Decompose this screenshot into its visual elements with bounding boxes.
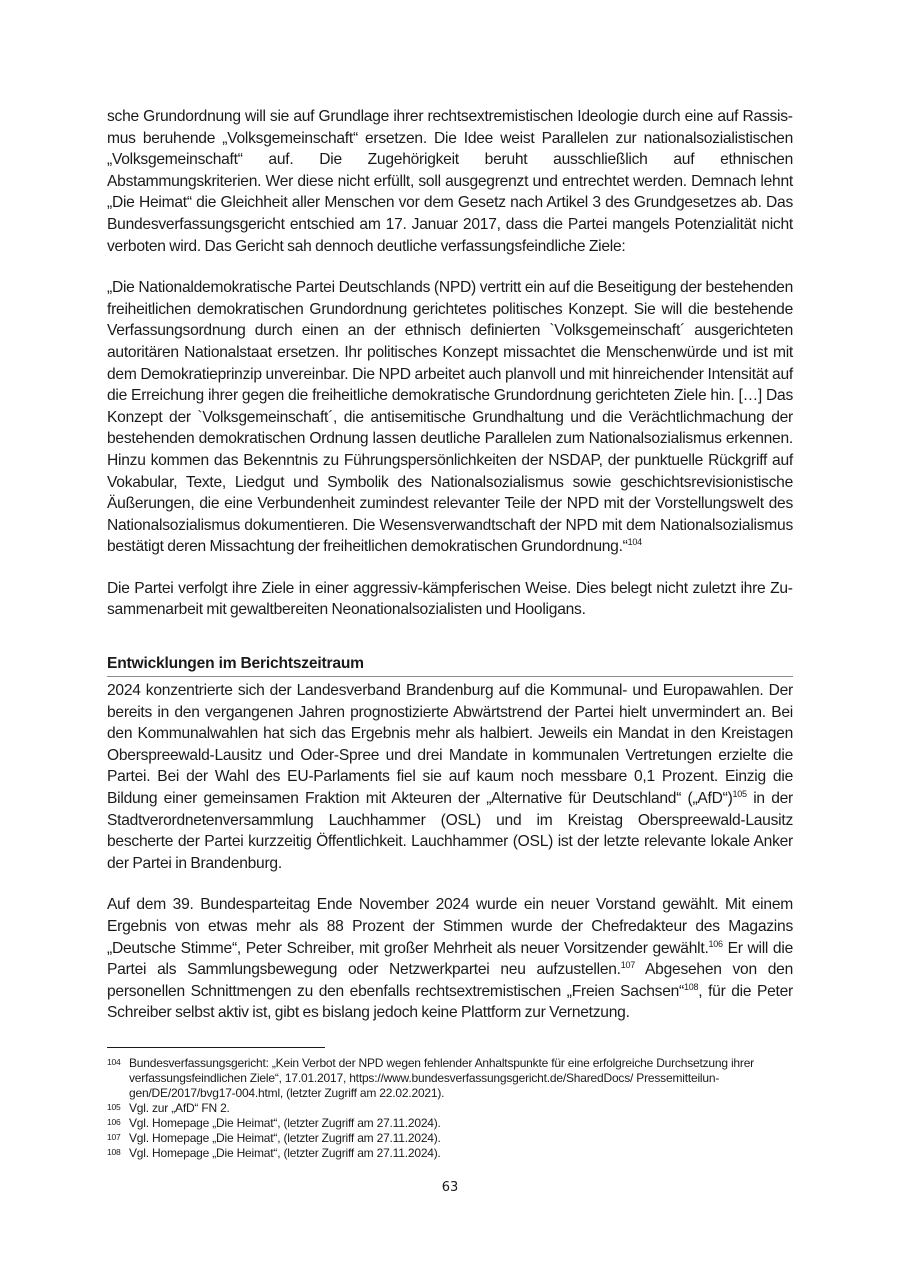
footnote-ref[interactable]: 106 [708, 938, 723, 949]
court-quote [107, 277, 793, 558]
page-number: 63 [441, 1180, 459, 1195]
footnote-text: Vgl. Homepage „Die Heimat“, (letzter Zugriff am 27.11.2024). [129, 1146, 441, 1160]
footnote-ref[interactable]: 108 [684, 981, 699, 992]
footnote-ref[interactable]: 105 [732, 789, 747, 800]
footnote-item [107, 1116, 793, 1131]
footnote-divider [107, 1047, 325, 1048]
footnotes [107, 1056, 793, 1161]
footnote-number: 105 [107, 1102, 121, 1112]
paragraph-text: Auf dem 39. Bundesparteitag Ende November 2024 wurde ein neuer Vorstand gewählt. Mit einem Ergebnis von etwas mehr als 88 Prozent der Stimmen wurde der Chefredakteur des Magazins „Deutsche Stimme“, Peter Schreiber, mit großer Mehrheit als neuer Vorsitzender gewählt. [107, 896, 793, 957]
footnote-number: 106 [107, 1117, 121, 1127]
footnote-text: Vgl. zur „AfD“ FN 2. [129, 1101, 230, 1115]
footnote-text: Bundesverfassungsgericht: „Kein Verbot der NPD wegen fehlender Anhaltspunkte für eine erfolgreiche Durchsetzung ihrer verfassungsfeindlichen Ziele“, 17.01.2017, https://www.bundesverfassungsgericht.de/SharedDocs/ Pressemitteilungen/DE/2017/bvg17-004.html, (letzter Zugriff am 22.02.2021). [129, 1056, 754, 1100]
court-quote-text: „Die Nationaldemokratische Partei Deutschlands (NPD) vertritt ein auf die Beseitigung der bestehenden freiheitlichen demokratischen Grundordnung gerichtetes politisches Konzept. Sie will die bestehende Verfassungsordnung durch einen an der ethnisch definierten `Volksgemeinschaft´ ausgerichteten autoritären Nationalstaat ersetzen. Ihr politisches Konzept missachtet die Menschenwürde und ist mit dem Demokratieprinzip unvereinbar. Die NPD arbeitet auch planvoll und mit hinreichender Intensität auf die Erreichung ihrer gegen die freiheitliche demokratische Grundordnung gerichteten Ziele hin. […] Das Konzept der `Volksgemeinschaft´, die antisemitische Grundhaltung und die Verächtlichmachung der bestehenden demokratischen Ordnung lassen deutliche Parallelen zum Nationalsozialismus erkennen. Hinzu kommen das Bekenntnis zu Führungspersönlichkeiten der NSDAP, der punktuelle Rückgriff auf Vokabular, Texte, Liedgut und Symbolik des Nationalsozialismus sowie geschichtsrevisionistische Äußerungen, die eine Verbundenheit zumindest relevanter Teile der NPD mit der Vorstellungswelt des Nationalsozialismus dokumentieren. Die Wesensverwandtschaft der NPD mit dem Nationalsozialismus bestätigt deren Missachtung der freiheitlichen demokratischen Grundordnung.“ [107, 279, 793, 556]
footnote-number: 104 [107, 1057, 121, 1067]
paragraph-intro: sche Grundordnung will sie auf Grundlage ihrer rechtsextremistischen Ideologie durch eine auf Rassismus beruhende „Volksgemeinschaft“ ersetzen. Die Idee weist Parallelen zur nationalsozialistischen „Volksgemeinschaft“ auf. Die Zugehörigkeit beruht ausschließlich auf ethnischen Abstammungskriterien. Wer diese nicht erfüllt, soll ausgegrenzt und entrechtet werden. Demnach lehnt „Die Heimat“ die Gleichheit aller Menschen vor dem Gesetz nach Artikel 3 des Grundgesetzes ab. Das Bundesverfassungsgericht entschied am 17. Januar 2017, dass die Partei mangels Potenzialität nicht verboten wird. Das Gericht sah dennoch deutliche verfassungsfeindliche Ziele: [107, 108, 793, 255]
paragraph-text: Er will die Partei als Sammlungsbewegung oder Netzwerkpartei neu aufzustellen. [107, 939, 793, 979]
paragraph-party-congress [107, 894, 793, 1024]
footnote-number: 108 [107, 1147, 121, 1157]
footnote-item [107, 1131, 793, 1146]
footnote-item [107, 1146, 793, 1161]
paragraph-aggression: Die Partei verfolgt ihre Ziele in einer aggressiv-kämpferischen Weise. Dies belegt nicht zuletzt ihre Zusammenarbeit mit gewaltbereiten Neonationalsozialisten und Hooligans. [107, 579, 793, 619]
footnote-text: Vgl. Homepage „Die Heimat“, (letzter Zugriff am 27.11.2024). [129, 1116, 441, 1130]
paragraph-text: 2024 konzentrierte sich der Landesverband Brandenburg auf die Kommunal- und Europawahlen. Der bereits in den vergangenen Jahren prognostizierte Abwärtstrend der Partei hielt unvermindert an. Bei den Kommunalwahlen hat sich das Ergebnis mehr als halbiert. Jeweils ein Mandat in den Kreistagen Oberspreewald-Lausitz und Oder-Spree und drei Mandate in kommunalen Vertretungen erzielte die Partei. Bei der Wahl des EU-Parlaments fiel sie auf kaum noch messbare 0,1 Prozent. Einzig die Bildung einer gemeinsamen Fraktion mit Akteuren der „Alternative für Deutschland“ („AfD“) [107, 682, 793, 808]
footnote-number: 107 [107, 1132, 121, 1142]
footnote-text: Vgl. Homepage „Die Heimat“, (letzter Zugriff am 27.11.2024). [129, 1131, 441, 1145]
paragraph-text: , für die Peter Schreiber selbst aktiv ist, gibt es bislang jedoch keine Plattform zur Vernetzung. [107, 982, 794, 1022]
paragraph-text: Abgesehen von den personellen Schnittmengen zu den ebenfalls rechtsextremistischen „Freien Sachsen“ [107, 961, 794, 1000]
footnote-ref[interactable]: 104 [627, 537, 642, 548]
paragraph-elections [107, 680, 793, 874]
footnote-ref[interactable]: 107 [620, 960, 636, 971]
footnote-item [107, 1101, 793, 1116]
paragraph-text: in der Stadtverordnetenversammlung Lauchhammer (OSL) und im Kreistag Oberspreewald-Lausitz bescherte der Partei kurzzeitig Öffentlichkeit. Lauchhammer (OSL) ist der letzte relevante lokale Anker der Partei in Brandenburg. [107, 790, 793, 872]
section-heading: Entwicklungen im Berichtszeitraum [107, 654, 793, 677]
page-body [107, 106, 793, 1024]
footnote-item [107, 1056, 793, 1101]
